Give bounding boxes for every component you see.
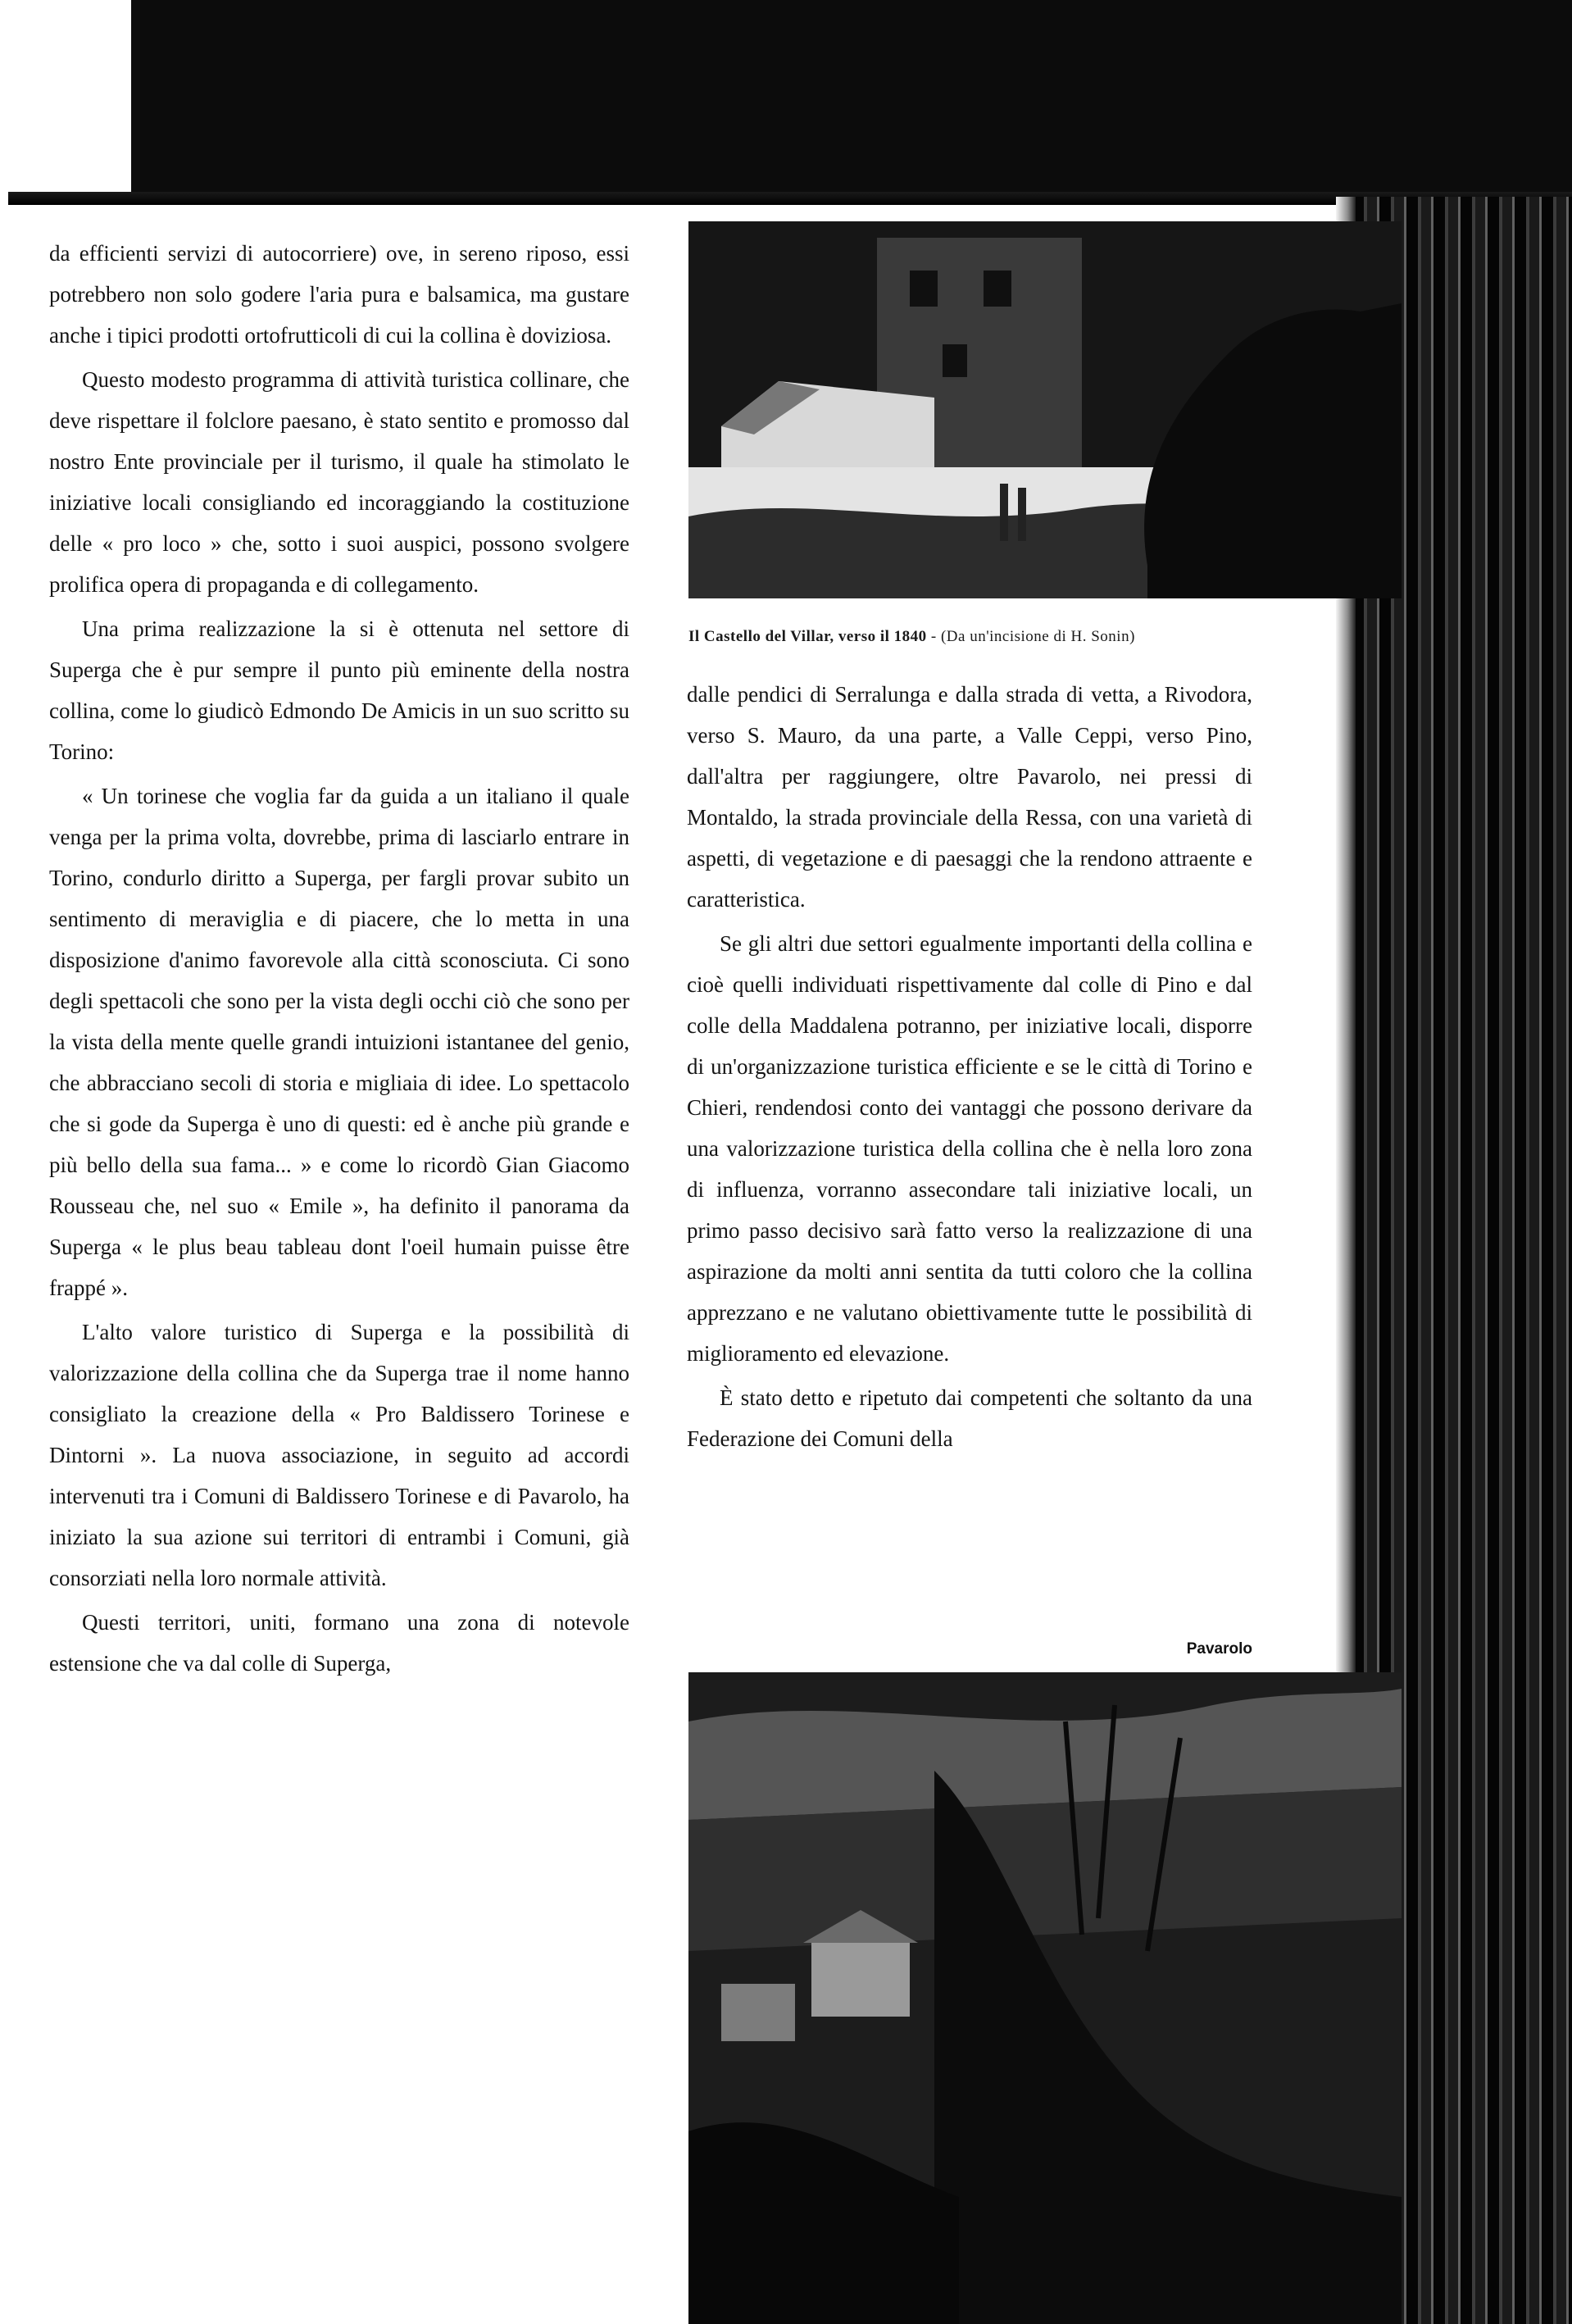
paragraph-right-3: È stato detto e ripetuto dai competenti che soltanto da una Federazione dei Comuni della xyxy=(687,1385,1252,1451)
pavarolo-label: Pavarolo xyxy=(1186,1640,1252,1658)
paragraph-left-6: Questi territori, uniti, formano una zona di notevole estensione che va dal colle di Superga, xyxy=(49,1610,629,1676)
paragraph-left-3: Una prima realizzazione la si è ottenuta nel settore di Superga che è pur sempre il punto più eminente della nostra collina, come lo giudicò Edmondo De Amicis in un suo scritto su Torino: xyxy=(49,616,629,764)
paragraph-left-5: L'alto valore turistico di Superga e la possibilità di valorizzazione della collina che da Superga trae il nome hanno consigliato la creazione della « Pro Baldissero Torinese e Dintorni ». La nuova associazione, in seguito ad accordi intervenuti tra i Comuni di Baldissero Torinese e di Pavarolo, ha iniziato la sua azione sui territori di entrambi i Comuni, già consorziati nella loro normale attività. xyxy=(49,1320,629,1590)
caption-dash: - xyxy=(930,628,941,645)
castle-caption xyxy=(688,628,1262,646)
top-dark-band xyxy=(131,0,1572,197)
pavarolo-photo-drawing xyxy=(688,1672,1402,2324)
castle-engraving-image xyxy=(688,221,1402,598)
paragraph-left-1: da efficienti servizi di autocorriere) ove, in sereno riposo, essi potrebbero non solo godere l'aria pura e balsamica, ma gustare anche i tipici prodotti ortofrutticoli di cui la collina è doviziosa. xyxy=(49,241,629,348)
left-text-column xyxy=(49,233,629,1684)
right-text-column xyxy=(687,674,1252,1459)
castle-caption-title: Il Castello del Villar, verso il 1840 xyxy=(688,628,927,645)
paragraph-right-2: Se gli altri due settori egualmente importanti della collina e cioè quelli individuati rispettivamente dal colle di Pino e dal colle della Maddalena potranno, per iniziative locali, disporre di un'organizzazione turistica efficiente e se le città di Torino e Chieri, rendendosi conto dei vantaggi che possono derivare da una valorizzazione turistica della collina che è nella loro zona di influenza, vorranno assecondare tali iniziative locali, un primo passo decisivo sarà fatto verso la realizzazione di una aspirazione da molti anni sentita da tutti coloro che la collina apprezzano e ne valutano obiettivamente tutte le possibilità di miglioramento ed elevazione. xyxy=(687,931,1252,1366)
paragraph-left-2: Questo modesto programma di attività turistica collinare, che deve rispettare il folclore paesano, è stato sentito e promosso dal nostro Ente provinciale per il turismo, il quale ha stimolato le iniziative locali consigliando ed incoraggiando la costituzione delle « pro loco » che, sotto i suoi auspici, possono svolgere prolifica opera di propaganda e di collegamento. xyxy=(49,367,629,597)
paragraph-right-1: dalle pendici di Serralunga e dalla strada di vetta, a Rivodora, verso S. Mauro, da una parte, a Valle Ceppi, verso Pino, dall'altra per raggiungere, oltre Pavarolo, nei pressi di Montaldo, la strada provinciale della Ressa, con una varietà di aspetti, di vegetazione e di paesaggi che la rendono attraente e caratteristica. xyxy=(687,682,1252,912)
castle-engraving-drawing xyxy=(688,221,1402,598)
pavarolo-photo-image xyxy=(688,1672,1402,2324)
quote-de-amicis: « Un torinese che voglia far da guida a un italiano il quale venga per la prima volta, dovrebbe, prima di lasciarlo entrare in Torino, condurlo diritto a Superga, per fargli provar subito un sentimento di meraviglia e di piacere, che lo metta in una disposizione d'animo favorevole alla città sconosciuta. Ci sono degli spettacoli che sono per la vista degli occhi ciò che sono per la vista della mente quelle grandi intuizioni istantanee del genio, che abbracciano secoli di storia e migliaia di idee. Lo spettacolo che si gode da Superga è uno di questi: ed è anche più grande e più bello della sua fama... » e come lo ricordò Gian Giacomo Rousseau che, nel suo « Emile », ha definito il panorama da Superga « le plus beau tableau dont l'oeil humain puisse être frappé ». xyxy=(49,784,629,1300)
castle-caption-note: (Da un'incisione di H. Sonin) xyxy=(940,628,1135,645)
